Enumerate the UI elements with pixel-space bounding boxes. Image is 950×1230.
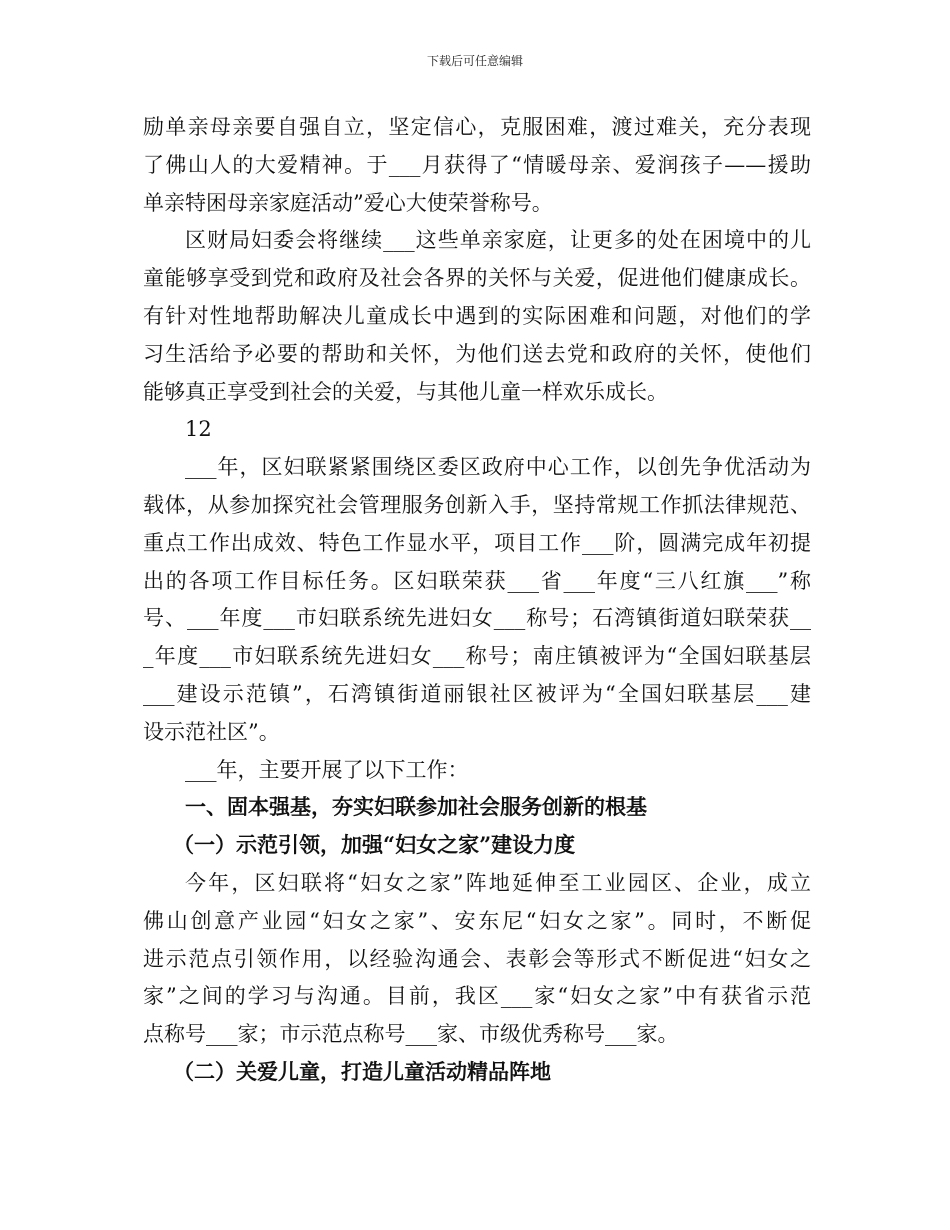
text-line: 载体，从参加探究社会管理服务创新入手，坚持常规工作抓法律规范、 xyxy=(143,492,811,517)
text-line: 重点工作出成效、特色工作显水平，项目工作___阶，圆满完成年初提 xyxy=(143,530,811,555)
text-line: 了佛山人的大爱精神。于___月获得了“情暖母亲、爱润孩子——援助 xyxy=(143,152,811,177)
text-line: 童能够享受到党和政府及社会各界的关怀与关爱，促进他们健康成长。 xyxy=(143,266,811,291)
text-line: 励单亲母亲要自强自立，坚定信心，克服困难，渡过难关，充分表现 xyxy=(143,115,811,139)
text-line: 能够真正享受到社会的关爱，与其他儿童一样欢乐成长。 xyxy=(143,379,668,404)
text-line: 佛山创意产业园“妇女之家”、安东尼“妇女之家”。同时，不断促 xyxy=(143,908,811,933)
text-line: 家”之间的学习与沟通。目前，我区___家“妇女之家”中有获省示范 xyxy=(143,984,811,1009)
subsection-heading: （二）关爱儿童，打造儿童活动精品阵地 xyxy=(173,1058,551,1084)
text-line: 有针对性地帮助解决儿童成长中遇到的实际困难和问题，对他们的学 xyxy=(143,303,811,328)
text-line: 设示范社区”。 xyxy=(143,719,280,744)
text-line: 区财局妇委会将继续___这些单亲家庭，让更多的处在困境中的儿 xyxy=(185,228,811,253)
text-line: _年度___市妇联系统先进妇女___称号；南庄镇被评为“全国妇联基层 xyxy=(143,644,811,669)
text-line: 出的各项工作目标任务。区妇联荣获___省___年度“三八红旗___”称 xyxy=(143,568,811,593)
text-line: 点称号___家；市示范点称号___家、市级优秀称号___家。 xyxy=(143,1022,679,1047)
text-line: ___年，区妇联紧紧围绕区委区政府中心工作，以创先争优活动为 xyxy=(185,455,811,480)
section-number: 12 xyxy=(185,417,212,442)
text-line: 单亲特困母亲家庭活动”爱心大使荣誉称号。 xyxy=(143,190,553,215)
text-line: 今年，区妇联将“妇女之家”阵地延伸至工业园区、企业，成立 xyxy=(185,870,811,895)
section-heading: 一、固本强基，夯实妇联参加社会服务创新的根基 xyxy=(185,794,647,820)
page-header: 下载后可任意编辑 xyxy=(426,54,523,68)
subsection-heading: （一）示范引领，加强“妇女之家”建设力度 xyxy=(173,832,576,858)
text-line: ___建设示范镇”，石湾镇街道丽银社区被评为“全国妇联基层___建 xyxy=(143,681,811,706)
document-body xyxy=(143,112,811,1095)
text-line: ___年，主要开展了以下工作： xyxy=(185,757,469,782)
text-line: 号、___年度___市妇联系统先进妇女___称号；石湾镇街道妇联荣获__ xyxy=(143,606,811,631)
text-line: 习生活给予必要的帮助和关怀，为他们送去党和政府的关怀，使他们 xyxy=(143,341,811,366)
text-line: 进示范点引领作用，以经验沟通会、表彰会等形式不断促进“妇女之 xyxy=(143,946,811,971)
